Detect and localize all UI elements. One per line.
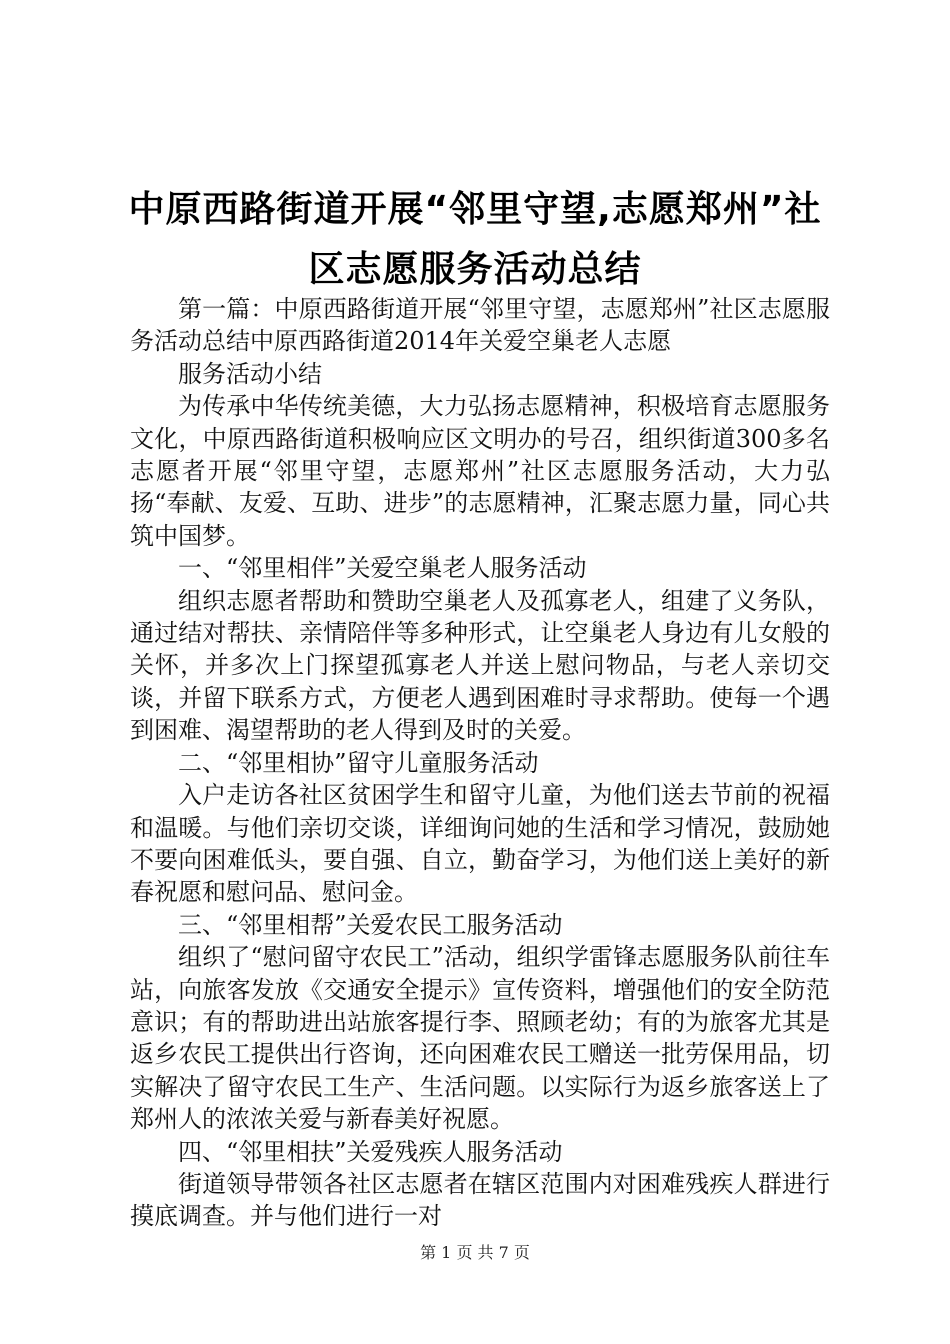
paragraph-overview: 为传承中华传统美德，大力弘扬志愿精神，积极培育志愿服务文化，中原西路街道积极响应区文明办的号召，组织街道300多名志愿者开展“邻里守望，志愿郑州”社区志愿服务活动，大力弘扬“奉献、友爱、互助、进步”的志愿精神，汇聚志愿力量，同心共筑中国梦。 <box>130 392 830 550</box>
paragraph-section-2: 入户走访各社区贫困学生和留守儿童，为他们送去节前的祝福和温暖。与他们亲切交谈，详细询问她的生活和学习情况，鼓励她不要向困难低头，要自强、自立，勤奋学习，为他们送上美好的新春祝愿和慰问品、慰问金。 <box>130 781 830 907</box>
section-heading-2: 二、“邻里相协”留守儿童服务活动 <box>178 748 539 777</box>
paragraph-intro: 第一篇：中原西路街道开展“邻里守望，志愿郑州”社区志愿服务活动总结中原西路街道2014年关爱空巢老人志愿 <box>130 295 830 356</box>
section-heading-3: 三、“邻里相帮”关爱农民工服务活动 <box>178 910 563 939</box>
section-heading-1: 一、“邻里相伴”关爱空巢老人服务活动 <box>178 554 587 583</box>
paragraph-section-1: 组织志愿者帮助和赞助空巢老人及孤寡老人，组建了义务队，通过结对帮扶、亲情陪伴等多种形式，让空巢老人身边有儿女般的关怀，并多次上门探望孤寡老人并送上慰问物品，与老人亲切交谈，并留下联系方式，方便老人遇到困难时寻求帮助。使每一个遇到困难、渴望帮助的老人得到及时的关爱。 <box>130 586 830 745</box>
paragraph-subtitle: 服务活动小结 <box>178 359 322 388</box>
document-title-line-1: 中原西路街道开展“邻里守望,志愿郑州”社 <box>128 189 822 230</box>
section-heading-4: 四、“邻里相扶”关爱残疾人服务活动 <box>178 1137 563 1166</box>
paragraph-section-4: 街道领导带领各社区志愿者在辖区范围内对困难残疾人群进行摸底调查。并与他们进行一对 <box>130 1169 830 1231</box>
document-body <box>130 293 830 1233</box>
page-number-footer: 第 1 页 共 7 页 <box>420 1243 530 1262</box>
document-title-line-2: 区志愿服务活动总结 <box>308 249 642 290</box>
paragraph-section-3: 组织了“慰问留守农民工”活动，组织学雷锋志愿服务队前往车站，向旅客发放《交通安全提示》宣传资料，增强他们的安全防范意识；有的帮助进出站旅客提行李、照顾老幼；有的为旅客尤其是返乡农民工提供出行咨询，还向困难农民工赠送一批劳保用品，切实解决了留守农民工生产、生活问题。以实际行为返乡旅客送上了郑州人的浓浓关爱与新春美好祝愿。 <box>130 943 830 1134</box>
